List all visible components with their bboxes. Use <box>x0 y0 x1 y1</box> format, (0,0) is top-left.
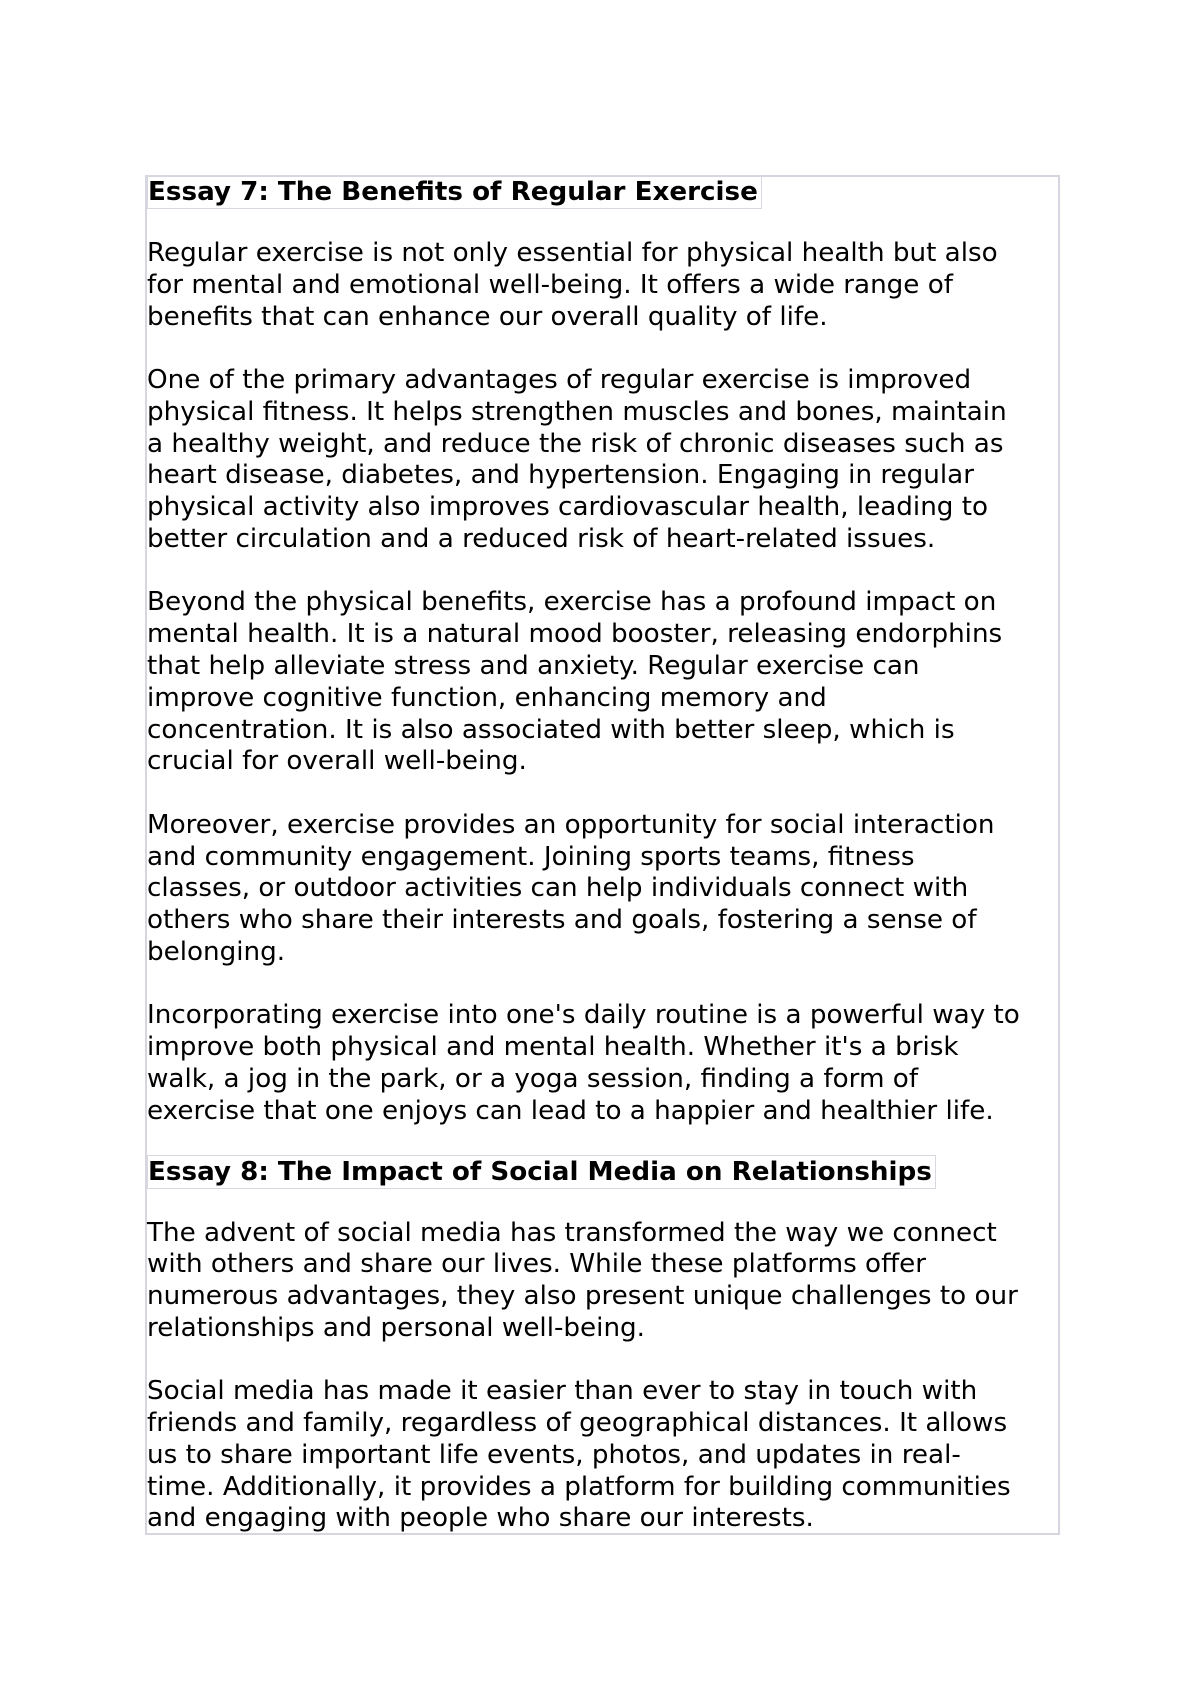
essay-paragraph: Social media has made it easier than ever to stay in touch with friends and family, regardless of geographical distances. It allows us to share important life events, photos, and updates in real- time. Additionally, it provides a platform for building communities and engaging with people who share our interests. <box>147 1376 1011 1534</box>
document-body <box>147 175 1059 1567</box>
essay-paragraph: One of the primary advantages of regular exercise is improved physical fitness. It helps strengthen muscles and bones, maintain a healthy weight, and reduce the risk of chronic diseases such as heart disease, diabetes, and hypertension. Engaging in regular physical activity also improves cardiovascular health, leading to better circulation and a reduced risk of heart-related issues. <box>147 364 1007 554</box>
essay-heading: Essay 8: The Impact of Social Media on Relationships <box>147 1155 936 1189</box>
essay-paragraph: Incorporating exercise into one's daily routine is a powerful way to improve both physical and mental health. Whether it's a brisk walk, a jog in the park, or a yoga session, finding a form of exercise that one enjoys can lead to a happier and healthier life. <box>147 1000 1020 1126</box>
essay-paragraph: Regular exercise is not only essential for physical health but also for mental and emotional well-being. It offers a wide range of benefits that can enhance our overall quality of life. <box>147 238 998 332</box>
essay-8 <box>147 1155 1059 1536</box>
essay-paragraph: Moreover, exercise provides an opportunity for social interaction and community engagement. Joining sports teams, fitness classes, or outdoor activities can help individuals connect with others who share their interests and goals, fostering a sense of belonging. <box>147 809 995 967</box>
essay-paragraph: The advent of social media has transformed the way we connect with others and share our lives. While these platforms offer numerous advantages, they also present unique challenges to our relationships and personal well-being. <box>147 1217 1018 1343</box>
essay-7 <box>147 175 1059 1128</box>
essay-heading: Essay 7: The Benefits of Regular Exercise <box>147 175 762 209</box>
essay-paragraph: Beyond the physical benefits, exercise has a profound impact on mental health. It is a natural mood booster, releasing endorphins that help alleviate stress and anxiety. Regular exercise can improve cognitive function, enhancing memory and concentration. It is also associated with better sleep, which is crucial for overall well-being. <box>147 587 1003 777</box>
